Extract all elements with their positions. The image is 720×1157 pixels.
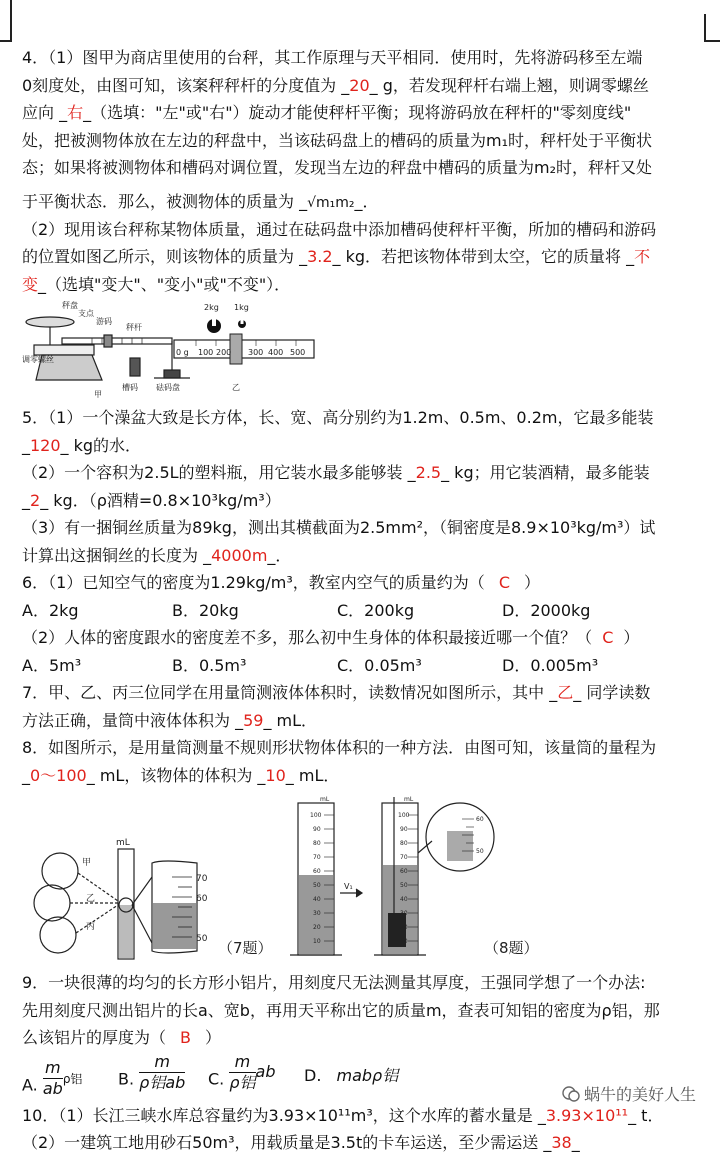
q8-answer-1: 0～100 (30, 765, 87, 785)
fig1-label-weight-pan: 砝码盘 (156, 383, 180, 392)
q6-option-a: A．2kg (22, 600, 79, 620)
q9-answer-1: B (180, 1028, 191, 1047)
q8-line-2: _0～100_ mL，该物体的体积为 _10_ mL． (22, 765, 340, 785)
q4-line-1: 4．（1）图甲为商店里使用的台秤，其工作原理与天平相同．使用时，先将游码移至左端 (22, 48, 643, 67)
q4-answer-1: 20 (349, 75, 370, 95)
q4-line-9: 变_（选填"变大"、"变小"或"不变"）． (22, 274, 291, 294)
fig2-unit-right: mL (404, 796, 414, 803)
cylinders-diagram (22, 793, 702, 965)
q10-answer-2: 38 (551, 1133, 572, 1152)
q9-line-2: 先用刻度尺测出铝片的长a、宽b，再用天平称出它的质量m，查表可知铝的密度为ρ铝，那 (22, 1000, 660, 1020)
fig2-caption-7: （7题） (218, 939, 273, 957)
fig2-right-40: 40 (400, 896, 408, 903)
q4-answer-3: √m₁m₂ (307, 194, 355, 211)
q10-answer-1: 3.93×10¹¹ (545, 1105, 629, 1125)
q10-line-2: （2）一建筑工地用砂石50m³，用载质量是3.5t的卡车运送，至少需运送 _38_ (22, 1133, 580, 1152)
q5-answer-4: 4000m (211, 545, 268, 565)
fig2-zoom-50: 50 (476, 848, 484, 855)
q9-option-b: B. $\frac{m}{\text{ρ铝ab}}$ (118, 1051, 186, 1092)
q6-option-d: D．2000kg (502, 600, 591, 620)
q4-line-3: 应向 _右_（选填："左"或"右"）旋动才能使秤杆平衡；现将游码放在秤杆的"零刻度线" (22, 103, 632, 122)
q5-line-6: 计算出这捆铜丝的长度为 _4000m_． (22, 545, 292, 565)
fig2-left-10: 10 (313, 938, 321, 945)
fig2-left-100: 100 (310, 812, 322, 819)
q4-line-4: 处，把被测物体放在左边的秤盘中，当该砝码盘上的槽码的质量为m₁时，秤杆处于平衡状 (22, 130, 653, 150)
fig2-right-100: 100 (398, 812, 410, 819)
fig2-caption-8: （8题） (484, 939, 539, 957)
fig2-right-80: 80 (400, 840, 408, 847)
fig2-person-c: 丙 (86, 922, 96, 932)
q10-line-1: 10．（1）长江三峡水库总容量约为3.93×10¹¹m³，这个水库的蓄水量是 _3.93×10¹¹_ t． (22, 1105, 664, 1125)
fig2-left-40: 40 (313, 896, 321, 903)
q5-line-4: _2_ kg．（ρ酒精=0.8×10³kg/m³） (22, 490, 281, 510)
q5-answer-1: 120 (30, 435, 61, 455)
q9-line-1: 9．一块很薄的均匀的长方形小铝片，用刻度尺无法测量其厚度，王强同学想了一个办法: (22, 973, 646, 992)
q5-answer-3: 2 (30, 490, 41, 510)
q7-line-1: 7．甲、乙、丙三位同学在用量筒测液体体积时，读数情况如图所示，其中 _乙_ 同学读数 (22, 683, 651, 702)
wechat-icon (562, 1085, 580, 1103)
q5-answer-2: 2.5 (415, 463, 442, 482)
fig1-label-b: 乙 (232, 383, 240, 392)
fig1-label-rider: 游码 (96, 317, 112, 326)
fig1-label-pivot: 支点 (78, 309, 94, 318)
fig2-tick-50: 50 (196, 934, 208, 944)
figure-scale (22, 300, 702, 398)
q4-answer-4: 3.2 (307, 247, 333, 266)
q4-answer-2: 右 (67, 103, 84, 122)
fig2-left-70: 70 (313, 854, 321, 861)
fig1-tick-200: 200 (216, 348, 232, 357)
fig2-person-a: 甲 (82, 858, 92, 868)
figure-cylinders (22, 793, 702, 965)
q5-line-2: _120_ kg的水． (22, 435, 142, 455)
fig2-right-30: 30 (400, 910, 408, 917)
fig2-person-b: 乙 (86, 894, 96, 904)
q7-answer-2: 59 (243, 710, 264, 730)
q6-2-option-a: A．5m³ (22, 655, 82, 675)
watermark-text: 蜗牛的美好人生 (583, 1085, 696, 1104)
fig1-weight-1kg: 1kg (234, 303, 249, 312)
fig2-right-70: 70 (400, 854, 408, 861)
q9-option-c: C. $\frac{m}{\text{ρ铝}}$ ab (208, 1051, 276, 1092)
fig2-right-50: 50 (400, 882, 408, 889)
q5-line-3: （2）一个容积为2.5L的塑料瓶，用它装水最多能够装 _2.5_ kg；用它装酒精，最多能装 (22, 463, 650, 482)
fig2-right-20: 20 (400, 924, 408, 931)
q6-option-c: C．200kg (337, 600, 415, 620)
q6-option-b: B．20kg (172, 600, 239, 620)
q6-answer-1: C (498, 573, 510, 592)
q6-line-1: 6．（1）已知空气的密度为1.29kg/m³，教室内空气的质量约为（ C ） (22, 573, 540, 592)
q4-answer-5b: 变 (22, 274, 39, 294)
q9-option-d: D. mabρ铝 (304, 1065, 399, 1085)
q6-answer-2: C (602, 628, 614, 647)
q9-line-3: 么该铝片的厚度为（ B ） (22, 1028, 222, 1047)
crop-mark-left-h (0, 40, 12, 42)
q8-line-1: 8．如图所示，是用量筒测量不规则形状物体体积的一种方法．由图可知，该量筒的量程为 (22, 738, 657, 757)
fig2-left-90: 90 (313, 826, 321, 833)
fig2-left-50: 50 (313, 882, 321, 889)
fig2-zoom-60: 60 (476, 816, 484, 823)
q4-line-6: 于平衡状态．那么，被测物体的质量为 _√m₁m₂_． (22, 191, 379, 211)
crop-mark-right (704, 14, 706, 42)
fig1-tick-0: 0 g (176, 348, 189, 357)
q4-line-2: 0刻度处，由图可知，该案秤秤杆的分度值为 _20_ g，若发现秤杆右端上翘，则调零螺丝 (22, 75, 649, 95)
fig1-label-a: 甲 (94, 390, 102, 398)
fig2-left-60: 60 (313, 868, 321, 875)
fig1-tick-300: 300 (248, 348, 264, 357)
fig1-tick-100: 100 (198, 348, 214, 357)
fig2-left-80: 80 (313, 840, 321, 847)
crop-mark-left (10, 0, 12, 42)
fig2-unit-small: mL (116, 838, 130, 848)
fig2-left-30: 30 (313, 910, 321, 917)
fig1-label-beam: 秤杆 (126, 323, 142, 332)
q4-line-8: 的位置如图乙所示，则该物体的质量为 _3.2_ kg．若把该物体带到太空，它的质量将 _不 (22, 247, 651, 266)
q4-line-5: 态；如果将被测物体和槽码对调位置，发现当左边的秤盘中槽码的质量为m₂时，秤杆又处 (22, 158, 653, 177)
fig2-tick-60: 60 (196, 894, 208, 904)
fig2-right-10: 10 (400, 938, 408, 945)
fig2-left-20: 20 (313, 924, 321, 931)
q5-line-1: 5．（1）一个澡盆大致是长方体，长、宽、高分别约为1.2m、0.5m、0.2m，它最多能装 (22, 408, 654, 427)
fig1-tick-400: 400 (268, 348, 284, 357)
worksheet-page (22, 44, 702, 1157)
fig2-right-60: 60 (400, 868, 408, 875)
q5-line-5: （3）有一捆铜丝质量为89kg，测出其横截面为2.5mm²，（铜密度是8.9×10³kg/m³）试 (22, 518, 656, 537)
q6-options-2 (22, 652, 702, 680)
fig1-label-weight: 槽码 (122, 383, 138, 392)
fig1-label-screw: 调零螺丝 (22, 355, 54, 364)
fig1-label-pan: 秤盘 (62, 301, 78, 310)
q7-line-2: 方法正确，量筒中液体体积为 _59_ mL． (22, 710, 318, 730)
q6-line-2: （2）人体的密度跟水的密度差不多，那么初中生身体的体积最接近哪一个值？（ C ） (22, 628, 640, 647)
q7-answer-1: 乙 (557, 683, 574, 702)
watermark (562, 1082, 696, 1105)
q6-2-option-c: C．0.05m³ (337, 655, 422, 675)
q6-2-option-d: D．0.005m³ (502, 655, 599, 675)
q9-option-a: A. $\frac{m}{ab}$ ρ铝 (22, 1057, 83, 1098)
q4-answer-5a: 不 (634, 247, 651, 266)
fig1-weight-2kg: 2kg (204, 303, 219, 312)
rider-scale-diagram (172, 300, 322, 398)
q8-answer-2: 10 (265, 765, 286, 785)
fig2-v1: V₁ (344, 882, 353, 891)
q6-options-1 (22, 597, 702, 625)
q4-line-7: （2）现用该台秤称某物体质量，通过在砝码盘中添加槽码使秤杆平衡，所加的槽码和游码 (22, 219, 657, 239)
q6-2-option-b: B．0.5m³ (172, 655, 247, 675)
fig1-tick-500: 500 (290, 348, 306, 357)
fig2-unit-left: mL (320, 796, 330, 803)
fig2-right-90: 90 (400, 826, 408, 833)
fig2-tick-70: 70 (196, 874, 208, 884)
crop-mark-right-h (704, 40, 720, 42)
